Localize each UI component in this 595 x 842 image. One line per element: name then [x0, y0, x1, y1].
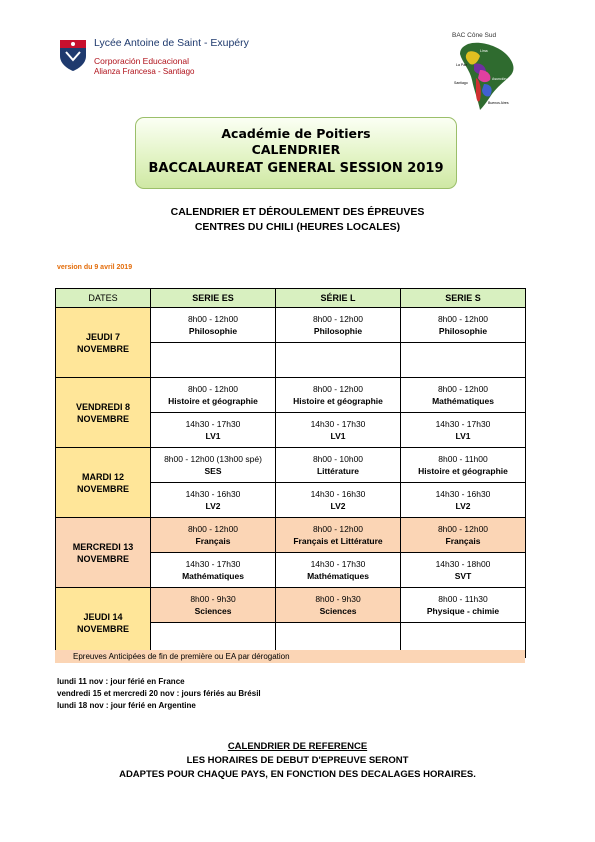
exam-time: 8h00 - 12h00 [187, 314, 239, 324]
exam-slot [401, 378, 526, 413]
exam-time: 8h00 - 11h30 [438, 594, 488, 604]
exam-subject: Histoire et géographie [418, 466, 508, 476]
subtitle-line-2: CENTRES DU CHILI (HEURES LOCALES) [194, 221, 401, 233]
holiday-notes [57, 676, 261, 712]
map-place-asuncion: Asunción [492, 77, 507, 81]
exam-time: 14h30 - 17h30 [185, 419, 241, 429]
month-label: NOVEMBRE [76, 553, 129, 564]
academy-title: Académie de Poitiers [221, 126, 371, 141]
exam-slot [276, 483, 401, 518]
day-cell [56, 518, 151, 588]
alliance-name: Alianza Francesa - Santiago [94, 67, 195, 76]
corporation-name: Corporación Educacional [94, 56, 189, 66]
exam-time: 14h30 - 16h30 [185, 489, 241, 499]
exam-slot [276, 308, 401, 343]
exam-time: 8h00 - 10h00 [312, 454, 364, 464]
day-label: MARDI 12 [81, 471, 124, 482]
exam-time: 8h00 - 9h30 [190, 594, 236, 604]
version-note: version du 9 avril 2019 [57, 264, 133, 271]
table-header-row [56, 289, 526, 308]
exam-slot-empty [401, 343, 526, 378]
bac-cone-sud-logo [450, 32, 520, 112]
exam-subject: SVT [454, 571, 472, 581]
exam-slot-anticipated [151, 588, 276, 623]
exam-slot-anticipated [276, 588, 401, 623]
exam-subject: Français et Littérature [293, 536, 383, 546]
exam-time: 8h00 - 12h00 [187, 524, 239, 534]
map-place-buenos-aires: Buenos Aires [488, 101, 509, 105]
exam-time: 8h00 - 12h00 [437, 384, 489, 394]
school-crest-icon [58, 38, 88, 72]
reference-line-2: ADAPTES POUR CHAQUE PAYS, EN FONCTION DES DECALAGES HORAIRES. [119, 769, 476, 780]
exam-subject: Mathématiques [432, 396, 494, 406]
exam-slot [401, 483, 526, 518]
exam-time: 8h00 - 12h00 [437, 314, 489, 324]
exam-subject: LV1 [330, 431, 346, 441]
exam-slot [401, 308, 526, 343]
day-label: JEUDI 14 [83, 611, 123, 622]
exam-slot [401, 448, 526, 483]
exam-slot [401, 588, 526, 623]
exam-time: 14h30 - 16h30 [435, 489, 491, 499]
exam-slot [151, 448, 276, 483]
school-logo [58, 36, 249, 82]
exam-time: 14h30 - 17h30 [185, 559, 241, 569]
map-place-santiago: Santiago [454, 81, 468, 85]
exam-slot-anticipated [276, 518, 401, 553]
holiday-note: lundi 18 nov : jour férié en Argentine [57, 701, 196, 710]
day-label: VENDREDI 8 [75, 401, 130, 412]
exam-slot [151, 413, 276, 448]
day-label: MERCREDI 13 [72, 541, 134, 552]
table-row [56, 448, 526, 483]
exam-slot-empty [276, 343, 401, 378]
day-label: JEUDI 7 [85, 331, 120, 342]
exam-subject: LV2 [455, 501, 471, 511]
exam-subject: Philosophie [438, 326, 488, 336]
exam-time: 8h00 - 12h00 [187, 384, 239, 394]
exam-time: 8h00 - 12h00 [312, 384, 364, 394]
exam-time: 8h00 - 12h00 [437, 524, 489, 534]
month-label: NOVEMBRE [76, 343, 129, 354]
exam-subject: LV1 [205, 431, 221, 441]
day-cell [56, 378, 151, 448]
map-label: BAC Cône Sud [452, 32, 497, 39]
session-title: BACCALAUREAT GENERAL SESSION 2019 [148, 161, 444, 176]
holiday-note: lundi 11 nov : jour férié en France [57, 677, 185, 686]
exam-subject: Sciences [194, 606, 232, 616]
exam-slot [401, 553, 526, 588]
exam-calendar-table [55, 288, 526, 658]
exam-slot [151, 483, 276, 518]
exam-subject: SES [204, 466, 222, 476]
exam-subject: Mathématiques [307, 571, 369, 581]
exam-time: 14h30 - 17h30 [310, 419, 366, 429]
exam-subject: LV2 [330, 501, 346, 511]
exam-time: 14h30 - 16h30 [310, 489, 366, 499]
exam-subject: Littérature [316, 466, 360, 476]
exam-time: 8h00 - 9h30 [315, 594, 361, 604]
exam-slot [151, 378, 276, 413]
header-serie-l: SÉRIE L [276, 289, 401, 308]
exam-time: 8h00 - 11h00 [438, 454, 488, 464]
exam-subject: Français [195, 536, 231, 546]
map-place-lima: Lima [480, 49, 488, 53]
header-dates: DATES [56, 289, 151, 308]
map-place-la-paz: La Paz [456, 63, 467, 67]
header-serie-es: SERIE ES [151, 289, 276, 308]
month-label: NOVEMBRE [76, 483, 129, 494]
calendar-title: CALENDRIER [251, 142, 341, 157]
exam-subject: Histoire et géographie [293, 396, 383, 406]
exam-slot-anticipated [151, 518, 276, 553]
exam-slot [151, 308, 276, 343]
exam-slot [276, 553, 401, 588]
month-label: NOVEMBRE [76, 623, 129, 634]
table-row [56, 588, 526, 623]
exam-slot [401, 413, 526, 448]
exam-slot [276, 448, 401, 483]
exam-subject: LV2 [205, 501, 221, 511]
anticipated-exams-legend [55, 650, 525, 663]
exam-subject: LV1 [455, 431, 471, 441]
exam-time: 14h30 - 17h30 [310, 559, 366, 569]
reference-block [0, 740, 595, 782]
school-name: Lycée Antoine de Saint - Exupéry [94, 37, 249, 49]
exam-subject: Physique - chimie [426, 606, 500, 616]
south-america-map-icon [450, 40, 520, 112]
exam-subject: Philosophie [313, 326, 363, 336]
reference-line-1: LES HORAIRES DE DEBUT D'EPREUVE SERONT [186, 755, 409, 766]
exam-slot-empty [151, 343, 276, 378]
exam-time: 8h00 - 12h00 [312, 314, 364, 324]
legend-text: Epreuves Anticipées de fin de première ou EA par dérogation [73, 652, 290, 661]
exam-subject: Philosophie [188, 326, 238, 336]
exam-slot [151, 553, 276, 588]
table-row [56, 518, 526, 553]
day-cell [56, 308, 151, 378]
exam-subject: Français [445, 536, 481, 546]
exam-time: 8h00 - 12h00 [312, 524, 364, 534]
exam-time: 14h30 - 18h00 [435, 559, 491, 569]
exam-time: 8h00 - 12h00 (13h00 spé) [164, 454, 262, 464]
exam-subject: Mathématiques [182, 571, 244, 581]
header-serie-s: SERIE S [401, 289, 526, 308]
exam-subject: Histoire et géographie [168, 396, 258, 406]
exam-slot [276, 378, 401, 413]
exam-subject: Sciences [319, 606, 357, 616]
month-label: NOVEMBRE [76, 413, 129, 424]
exam-slot [276, 413, 401, 448]
table-row [56, 378, 526, 413]
title-box [135, 117, 457, 189]
subtitle-line-1: CALENDRIER ET DÉROULEMENT DES ÉPREUVES [170, 206, 425, 218]
exam-time: 14h30 - 17h30 [435, 419, 491, 429]
exam-slot-anticipated [401, 518, 526, 553]
table-row [56, 308, 526, 343]
holiday-note: vendredi 15 et mercredi 20 nov : jours fériés au Brésil [57, 689, 261, 698]
reference-title: CALENDRIER DE REFERENCE [227, 741, 368, 752]
day-cell [56, 448, 151, 518]
day-cell [56, 588, 151, 658]
